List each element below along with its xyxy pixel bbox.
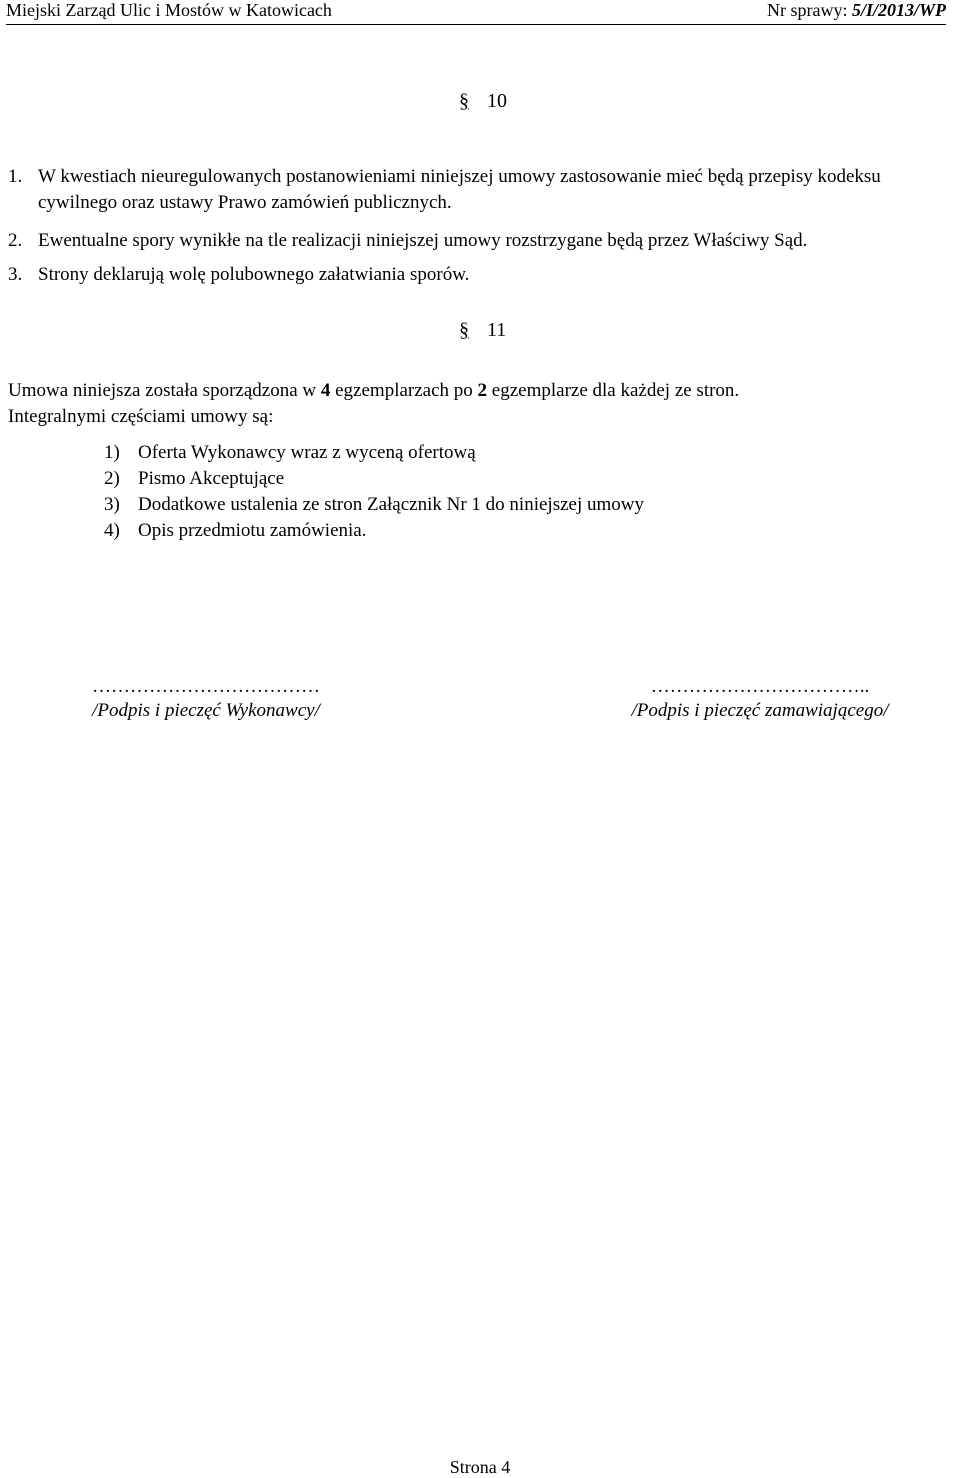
signature-caption: /Podpis i pieczęć zamawiającego/: [631, 700, 889, 721]
section-11-heading: [459, 318, 506, 342]
item-text: W kwestiach nieuregulowanych postanowieniami niniejszej umowy zastosowanie mieć będą przepisy kodeksu cywilnego oraz ustawy Prawo zamówień publicznych.: [38, 166, 881, 213]
attachment-item-4: [104, 518, 366, 544]
attachment-text: Oferta Wykonawcy wraz z wyceną ofertową: [138, 442, 476, 463]
contractor-signature-block: [56, 676, 356, 724]
section-10-item-2: [8, 228, 807, 254]
section-10-heading: [459, 89, 507, 113]
attachment-text: Dodatkowe ustalenia ze stron Załącznik Nr 1 do niniejszej umowy: [138, 494, 644, 515]
header-case-label: Nr sprawy:: [767, 0, 852, 20]
item-text: Strony deklarują wolę polubownego załatwiania sporów.: [38, 264, 470, 285]
copies-per-side: 2: [477, 380, 488, 401]
header-case-number: [767, 0, 946, 20]
page-header: [6, 0, 946, 25]
signature-line: ………………………………: [92, 676, 320, 697]
signature-caption: /Podpis i pieczęć Wykonawcy/: [92, 700, 320, 721]
section-number: 11: [487, 319, 507, 341]
section-11-copies-sentence: [8, 378, 946, 404]
attachment-text: Opis przedmiotu zamówienia.: [138, 520, 367, 541]
copies-text-2: egzemplarzach po: [330, 380, 478, 401]
copies-text-1: Umowa niniejsza została sporządzona w: [8, 380, 321, 401]
section-number: 10: [487, 90, 507, 112]
copies-count: 4: [320, 380, 331, 401]
attachment-number: 2): [104, 468, 120, 489]
attachment-number: 4): [104, 520, 120, 541]
page-number: Strona 4: [449, 1457, 511, 1477]
attachment-item-1: [104, 440, 476, 466]
signature-line: ……………………………..: [650, 676, 870, 697]
item-text: Ewentualne spory wynikłe na tle realizacji niniejszej umowy rozstrzygane będą przez Właściwy Sąd.: [38, 230, 808, 251]
header-institution: Miejski Zarząd Ulic i Mostów w Katowicach: [6, 0, 332, 20]
section-symbol: §: [459, 90, 469, 112]
item-number: 3.: [8, 264, 23, 285]
item-number: 1.: [8, 166, 23, 187]
attachment-number: 3): [104, 494, 120, 515]
ordering-party-signature-block: [600, 676, 920, 724]
attachment-item-3: [104, 492, 644, 518]
section-10-item-3: [8, 262, 469, 288]
section-10-item-1: [8, 164, 948, 216]
copies-text-3: egzemplarze dla każdej ze stron.: [487, 380, 740, 401]
section-symbol: §: [459, 319, 469, 341]
header-case-value: 5/I/2013/WP: [851, 0, 946, 20]
item-number: 2.: [8, 230, 23, 251]
section-11-integral-parts: Integralnymi częściami umowy są:: [8, 406, 274, 427]
attachment-item-2: [104, 466, 284, 492]
attachment-text: Pismo Akceptujące: [138, 468, 285, 489]
attachment-number: 1): [104, 442, 120, 463]
